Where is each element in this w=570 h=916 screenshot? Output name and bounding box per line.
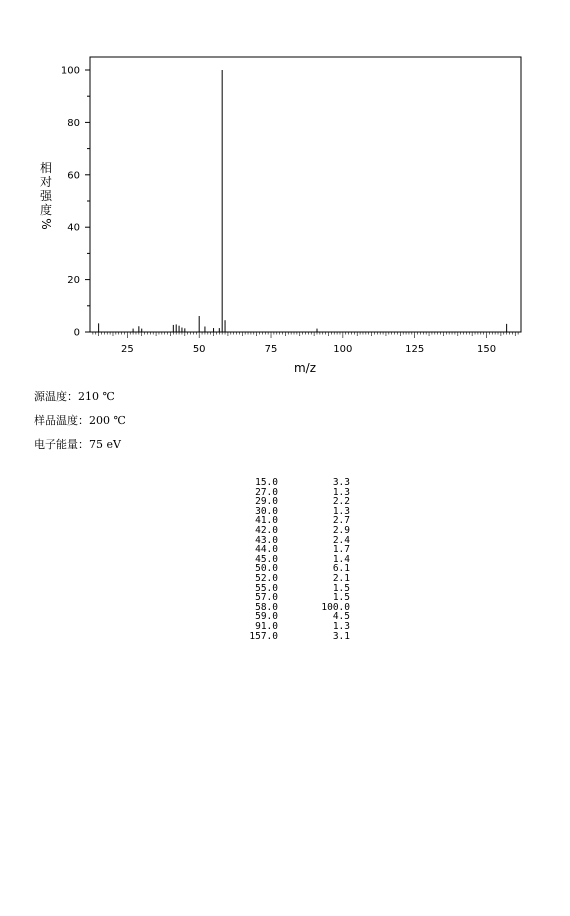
condition-sample-temp: [34, 412, 126, 428]
peak-abundance: 1.3: [332, 505, 350, 517]
spectrum-bars: [99, 70, 507, 332]
peak-abundance: 2.7: [332, 515, 350, 527]
peak-abundance: 2.2: [332, 496, 350, 508]
y-tick-label: 0: [73, 327, 80, 339]
peak-mz: 41.0: [255, 515, 278, 527]
x-tick-label: 150: [476, 344, 497, 355]
condition-value: 210 ℃: [78, 390, 115, 403]
y-axis: [61, 66, 90, 339]
peak-mz: 44.0: [255, 544, 278, 556]
y-tick-label: 60: [67, 170, 80, 182]
peak-mz: 43.0: [255, 534, 278, 546]
peak-abundance: 1.5: [332, 582, 350, 594]
peak-mz: 59.0: [255, 611, 278, 623]
condition-electron-energy: [34, 436, 121, 452]
peak-abundance: 2.4: [332, 534, 350, 546]
peak-abundance: 1.5: [332, 592, 350, 604]
y-tick-label: 100: [60, 65, 80, 77]
peak-mz: 45.0: [255, 553, 278, 565]
peak-abundance: 1.3: [332, 620, 350, 632]
peak-abundance: 4.5: [332, 611, 350, 623]
plot-frame: [90, 57, 521, 332]
peak-mz: 58.0: [255, 601, 278, 613]
peak-abundance: 2.9: [332, 524, 350, 536]
peak-mz: 52.0: [255, 572, 278, 584]
peak-mz: 29.0: [255, 496, 278, 508]
y-tick-label: 40: [67, 222, 80, 234]
condition-label: 源温度：: [34, 390, 78, 403]
peak-mz: 55.0: [255, 582, 278, 594]
y-tick-label: 20: [67, 275, 80, 287]
x-tick-label: 50: [192, 344, 206, 355]
condition-source-temp: [34, 388, 115, 404]
peak-mz: 42.0: [255, 524, 278, 536]
peak-abundance: 6.1: [332, 563, 350, 575]
y-axis-label-char: %: [39, 218, 53, 230]
x-tick-label: 100: [333, 344, 353, 355]
x-axis: [93, 332, 518, 355]
y-axis-label-char: 度: [39, 203, 53, 217]
peak-table: [236, 478, 350, 641]
x-axis-label: m/z: [293, 361, 317, 375]
condition-label: 样品温度：: [34, 414, 89, 427]
table-row: [236, 632, 350, 642]
mass-spectrum-chart: [0, 0, 570, 380]
peak-abundance: 1.3: [332, 486, 350, 498]
peak-mz: 157.0: [249, 630, 278, 642]
peak-mz: 30.0: [255, 505, 278, 517]
condition-value: 75 eV: [89, 438, 121, 451]
peak-abundance: 3.3: [332, 477, 350, 488]
peak-abundance: 1.4: [332, 553, 350, 565]
y-axis-label-char: 强: [39, 189, 53, 203]
peak-abundance: 2.1: [332, 572, 350, 584]
peak-mz: 27.0: [255, 486, 278, 498]
peak-abundance: 1.7: [332, 544, 350, 556]
peak-mz: 57.0: [255, 592, 278, 604]
y-tick-label: 80: [67, 117, 80, 129]
y-axis-label-char: 对: [39, 175, 53, 189]
condition-value: 200 ℃: [89, 414, 126, 427]
peak-abundance: 100.0: [321, 601, 350, 613]
condition-label: 电子能量：: [34, 438, 89, 451]
peak-mz: 15.0: [255, 477, 278, 488]
y-axis-label-char: 相: [39, 161, 53, 175]
x-tick-label: 25: [120, 344, 134, 355]
peak-mz: 91.0: [255, 620, 278, 632]
x-tick-label: 125: [405, 344, 425, 355]
peak-mz: 50.0: [255, 563, 278, 575]
peak-abundance: 3.1: [332, 630, 350, 642]
x-tick-label: 75: [264, 344, 278, 355]
